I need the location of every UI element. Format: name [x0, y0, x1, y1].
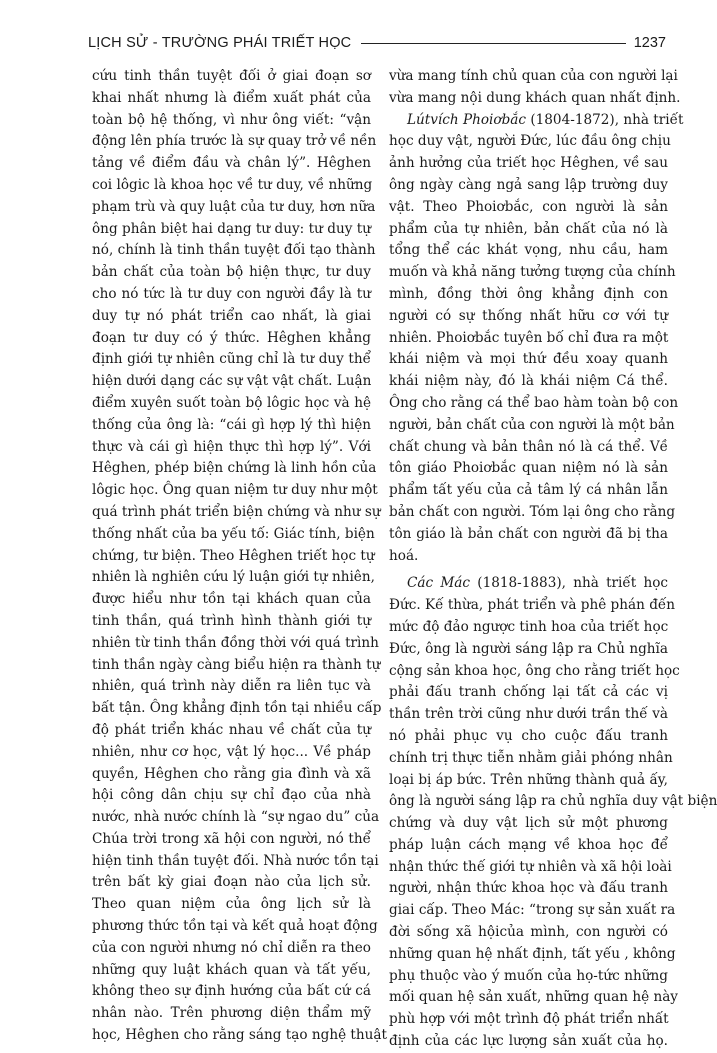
text-line: phương thức tồn tại và kết quả hoạt động — [92, 918, 378, 935]
text-line: mức độ đảo ngược tinh hoa của triết học — [389, 618, 669, 635]
text-line: phải đấu tranh chống lại tất cả các vị — [389, 684, 668, 701]
text-line: chứng và duy vật lịch sử một phương — [389, 815, 668, 832]
text-line: học duy vật, người Đức, lúc đầu ông chịu — [389, 133, 671, 150]
text-line: chất chung và bản thân nó là cá thể. Về — [389, 438, 668, 455]
header-rule — [361, 43, 625, 44]
text-line: định của các lực lượng sản xuất của họ. — [389, 1033, 668, 1050]
text-line: đời sống xã hộicủa mình, con người có — [389, 924, 668, 941]
text-line: giai cấp. Theo Mác: “trong sự sản xuất ra — [389, 902, 676, 919]
text-line: vật. Theo Phoiơbắc, con người là sản — [389, 198, 668, 215]
text-line: bất tận. Ông khẳng định tồn tại nhiều cấp — [92, 700, 382, 717]
text-line: nhiên, như cơ học, vật lý học... Về pháp — [92, 743, 371, 760]
text-line: mối quan hệ sản xuất, những quan hệ này — [389, 989, 678, 1006]
text-line: Đức, ông là người sáng lập ra Chủ nghĩa — [389, 640, 668, 657]
paragraph-feuerbach — [389, 131, 679, 567]
text-line: pháp luận cách mạng về khoa học để — [389, 836, 668, 853]
text-line: nhiên, quá trình này diễn ra liên tục và — [92, 678, 371, 695]
text-line: hoá. — [389, 547, 419, 564]
text-line: Hêghen, phép biện chứng là linh hồn của — [92, 460, 377, 477]
text-line: ảnh hưởng của triết học Hêghen, về sau — [389, 155, 668, 172]
text-line: trên bất kỳ giai đoạn nào của lịch sử. — [92, 874, 371, 891]
text-line: Ông cho rằng cá thể bao hàm toàn bộ con — [389, 394, 679, 411]
text-line: bản chất của toàn bộ hiện thực, tư duy — [92, 264, 371, 281]
text-line: thống nhất của ba yếu tố: Giác tính, biện — [92, 525, 375, 542]
text-line: loại bị áp bức. Trên những thành quả ấy, — [389, 771, 668, 788]
text-line: toàn bộ hệ thống, vì như ông viết: “vận — [92, 111, 371, 128]
text-line: hiện tinh thần tuyệt đối. Nhà nước tồn tại — [92, 852, 379, 869]
text-line: tinh thần, quá trình hình thành giới tự — [92, 612, 371, 629]
text-line: hiện dưới dạng các sự vật vật chất. Luận — [92, 373, 372, 390]
text-line: tôn giáo là bản chất con người đã bị tha — [389, 525, 668, 542]
text-line: người, bản chất của con người là một bản — [389, 416, 675, 433]
text-line: hội công dân chịu sự chỉ đạo của nhà — [92, 787, 371, 804]
text-line: nhiên. Phoiơbắc tuyên bố chỉ đưa ra một — [389, 329, 669, 346]
text-line: thống của ông là: “cái gì hợp lý thì hiện — [92, 416, 371, 433]
text-line: nó phải phục vụ cho cuộc đấu tranh — [389, 727, 668, 744]
text-line: động lên phía trước là sự quay trở về nền — [92, 133, 377, 150]
text-line: mình, đồng thời ông khẳng định con — [389, 285, 668, 302]
text-line: nước, nhà nước chính là “sự ngao du” của — [92, 809, 380, 826]
text-line: phụ thuộc vào ý muốn của họ-tức những — [389, 967, 668, 984]
running-header — [88, 31, 666, 55]
paragraph-first-line — [389, 573, 668, 595]
right-column — [389, 66, 717, 1053]
text-line: Theo quan niệm của ông lịch sử là — [92, 896, 371, 913]
text-line: tôn giáo Phoiơbắc quan niệm nó là sản — [389, 460, 668, 477]
text-line: nhiên từ tinh thần đồng thời với quá trình — [92, 634, 379, 651]
text-line: những quy luật khách quan và tất yếu, — [92, 961, 371, 978]
running-title: LỊCH SỬ - TRƯỜNG PHÁI TRIẾT HỌC — [88, 35, 352, 51]
text-line: cộng sản khoa học, ông cho rằng triết học — [389, 662, 680, 679]
line-text: (1804-1872), nhà triết — [526, 111, 684, 128]
text-line: cho nó tức là tư duy con người đầy là tư — [92, 285, 371, 302]
text-line: cứu tinh thần tuyệt đối ở giai đoạn sơ — [92, 68, 371, 84]
text-line: khai nhất nhưng là điểm xuất phát của — [92, 89, 371, 106]
text-line: độ phát triển khác nhau về chất của tự — [92, 721, 371, 738]
text-line: học, Hêghen cho rằng sáng tạo nghệ thuật — [92, 1027, 387, 1044]
text-line: ông ngày càng ngả sang lập trường duy — [389, 176, 668, 193]
person-name: Các Mác — [407, 575, 471, 592]
text-line: quá trình phát triển biện chứng và như sự — [92, 503, 381, 520]
text-line: tinh thần ngày càng biểu hiện ra thành tự — [92, 656, 381, 673]
text-line: bản chất con người. Tóm lại ông cho rằng — [389, 503, 676, 520]
text-line: phẩm tất yếu của cả tâm lý cá nhân lẫn — [389, 482, 668, 499]
text-line: Chúa trời trong xã hội con người, nó thể — [92, 830, 371, 847]
paragraph-marx — [389, 595, 717, 1053]
text-line: khái niệm và mọi thứ đều xoay quanh — [389, 351, 668, 368]
text-line: được hiểu như tồn tại khách quan của — [92, 591, 371, 608]
text-line: chính trị thực tiễn nhằm giải phóng nhân — [389, 749, 673, 766]
text-line: tổng thể các khát vọng, nhu cầu, ham — [389, 242, 668, 259]
person-name: Lútvích Phoiơbắc — [407, 111, 526, 128]
right-intro-text — [389, 66, 681, 110]
text-line: vừa mang nội dung khách quan nhất định. — [389, 89, 681, 106]
text-line: quyền, Hêghen cho rằng gia đình và xã — [92, 765, 371, 782]
text-line: khái niệm này, đó là khái niệm Cá thể. — [389, 373, 668, 390]
text-line: muốn và khả năng tưởng tượng của chính — [389, 264, 676, 281]
text-line: Đức. Kế thừa, phát triển và phê phán đến — [389, 597, 676, 614]
text-line: ông phân biệt hai dạng tư duy: tư duy tự — [92, 220, 371, 237]
text-line: phẩm của tự nhiên, bản chất của nó là — [389, 220, 668, 237]
line-text: (1818-1883), nhà triết học — [470, 575, 669, 592]
left-column — [92, 66, 387, 1047]
page-number: 1237 — [633, 35, 666, 51]
text-line: phù hợp với một trình độ phát triển nhất — [389, 1011, 669, 1028]
text-line: nhận thức thế giới tự nhiên và xã hội loài — [389, 858, 672, 875]
text-line: coi lôgic là khoa học về tư duy, về những — [92, 176, 373, 193]
text-line: những quan hệ nhất định, tất yếu , không — [389, 945, 676, 962]
text-line: đoạn tư duy có ý thức. Hêghen khẳng — [92, 329, 371, 346]
paragraph-first-line — [389, 110, 684, 132]
text-line: duy tự nó phát triển cao nhất, là giai — [92, 307, 371, 324]
text-line: ông là người sáng lập ra chủ nghĩa duy vật biện — [389, 793, 717, 810]
text-line: điểm xuyên suốt toàn bộ lôgic học và hệ — [92, 394, 371, 411]
text-line: của con người nhưng nó chỉ diễn ra theo — [92, 939, 371, 956]
text-line: người, nhận thức khoa học và đấu tranh — [389, 880, 668, 897]
text-line: lôgic học. Ông quan niệm tư duy như một — [92, 482, 378, 499]
text-line: vừa mang tính chủ quan của con người lại — [389, 68, 678, 84]
text-line: người có sự thống nhất hữu cơ với tự — [389, 307, 668, 324]
text-line: tảng về điểm đầu và chân lý”. Hêghen — [92, 155, 371, 172]
text-line: thần trên trời cũng như dưới trần thế và — [389, 706, 668, 723]
text-line: nó, chính là tinh thần tuyệt đối tạo thành — [92, 242, 376, 259]
text-line: nhân nào. Trên phương diện thẩm mỹ — [92, 1005, 371, 1022]
text-line: chứng, tư biện. Theo Hêghen triết học tự — [92, 547, 375, 564]
text-line: phạm trù và quy luật của tư duy, hơn nữa — [92, 198, 376, 215]
text-line: nhiên là nghiên cứu lý luận giới tự nhiên, — [92, 569, 375, 586]
text-line: thực và cái gì hiện thực thì hợp lý”. Với — [92, 438, 371, 455]
text-line: không theo sự định hướng của bất cứ cá — [92, 983, 371, 1000]
text-line: định giới tự nhiên cũng chỉ là tư duy thể — [92, 351, 371, 368]
